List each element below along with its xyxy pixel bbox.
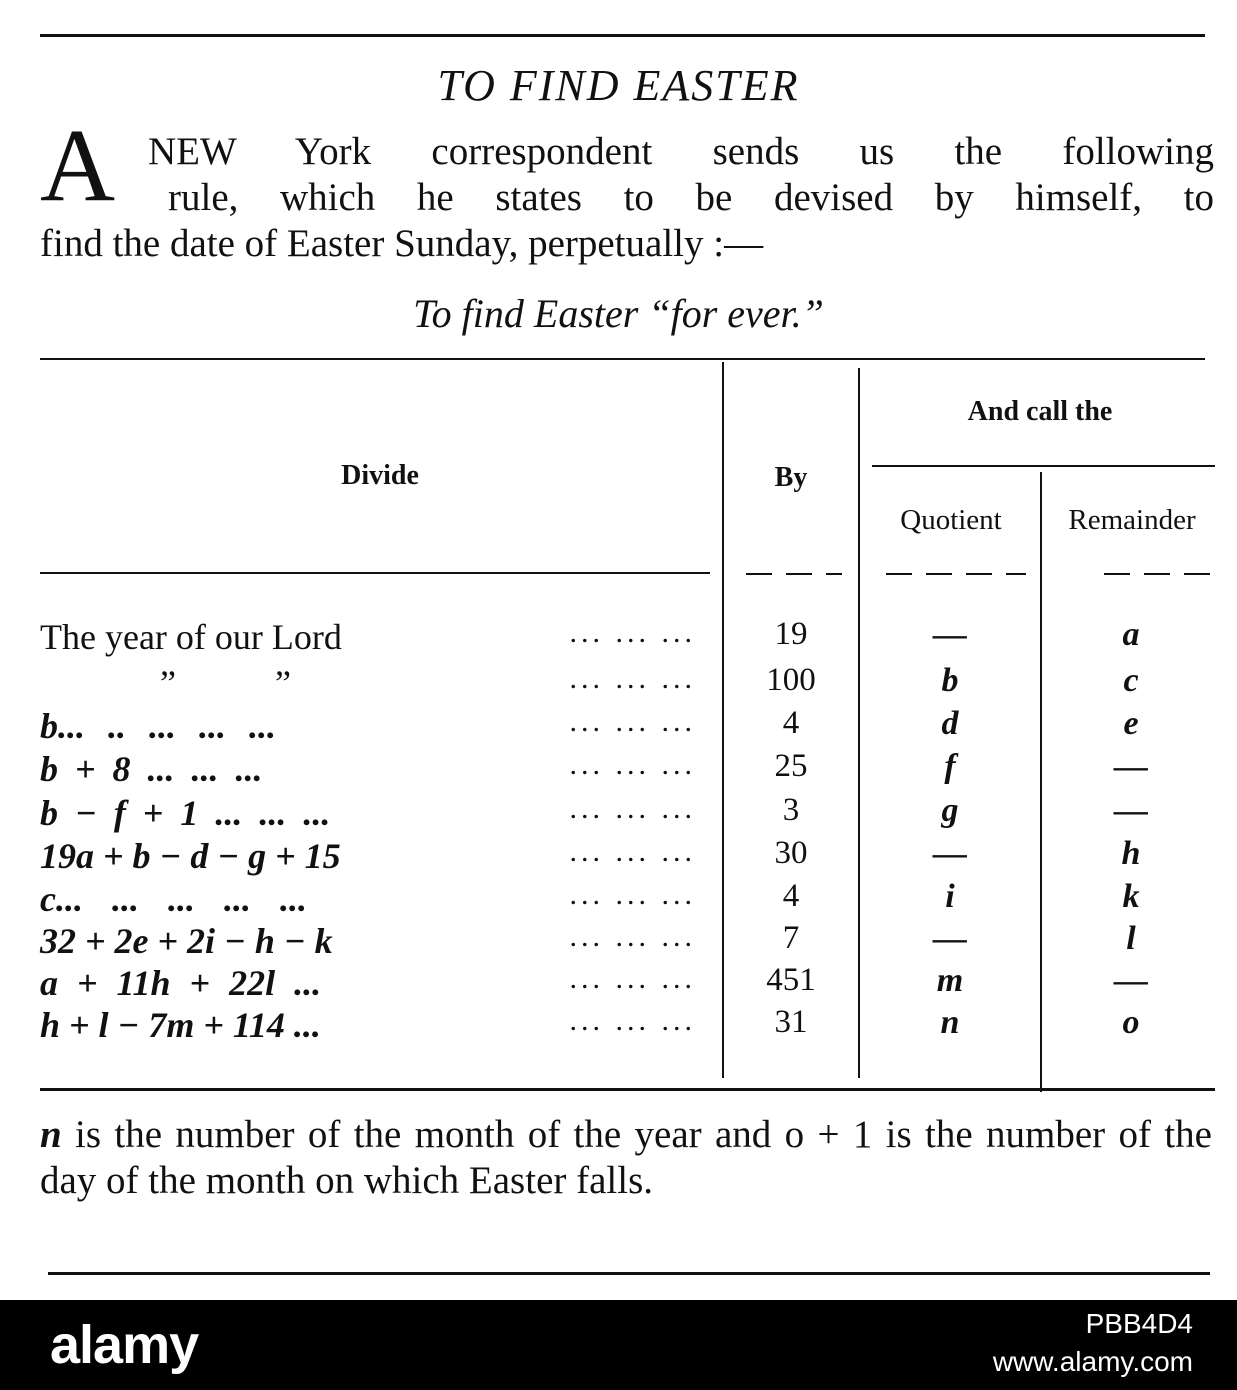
cell-by: 4 bbox=[782, 878, 800, 914]
article-title: TO FIND EASTER bbox=[437, 61, 800, 110]
cell-divide: 32 + 2e + 2i − h − k bbox=[40, 921, 333, 961]
cell-divide: b + 8 ... ... ... bbox=[40, 749, 263, 789]
leader-dots: ... ... ... bbox=[569, 835, 696, 868]
leader-dots: ... ... ... bbox=[569, 616, 696, 649]
cell-divide: h + l − 7m + 114 ... bbox=[40, 1005, 321, 1045]
intro-line-3: find the date of Easter Sunday, perpetually :— bbox=[40, 222, 764, 265]
cell-by: 451 bbox=[766, 962, 816, 998]
cell-by: 4 bbox=[782, 705, 800, 741]
intro-line-1: NEW York correspondent sends us the following bbox=[148, 130, 1214, 173]
cell-remainder: — bbox=[1114, 748, 1148, 785]
cell-quotient: b bbox=[941, 662, 959, 699]
table-row bbox=[0, 962, 1237, 1005]
cell-quotient: g bbox=[941, 792, 959, 829]
header-dash bbox=[886, 573, 1026, 575]
cell-remainder: k bbox=[1122, 878, 1140, 915]
table-top-rule bbox=[40, 358, 1205, 360]
header-underline bbox=[40, 572, 710, 574]
drop-cap: A bbox=[40, 108, 116, 223]
table-bottom-rule bbox=[40, 1088, 1215, 1091]
bottom-rule bbox=[48, 1272, 1210, 1275]
leader-dots: ... ... ... bbox=[569, 792, 696, 825]
footnote-variable: n bbox=[40, 1113, 62, 1156]
cell-divide: b − f + 1 ... ... ... bbox=[40, 793, 331, 833]
table-row bbox=[0, 878, 1237, 921]
table-row bbox=[0, 835, 1237, 878]
table-row bbox=[0, 1004, 1237, 1047]
cell-remainder: a bbox=[1122, 616, 1140, 653]
cell-quotient: f bbox=[944, 748, 956, 785]
leader-dots: ... ... ... bbox=[569, 1004, 696, 1037]
cell-by: 30 bbox=[774, 835, 808, 871]
leader-dots: ... ... ... bbox=[569, 920, 696, 953]
footnote bbox=[40, 1112, 1212, 1204]
top-rule bbox=[40, 34, 1205, 37]
image-id: PBB4D4 bbox=[1085, 1308, 1193, 1339]
cell-remainder: l bbox=[1126, 920, 1136, 957]
cell-by: 3 bbox=[782, 792, 800, 828]
watermark-url: www.alamy.com bbox=[992, 1346, 1193, 1377]
cell-remainder: o bbox=[1122, 1004, 1140, 1041]
table-row bbox=[0, 662, 1237, 705]
cell-remainder: — bbox=[1114, 792, 1148, 829]
cell-quotient: — bbox=[933, 920, 967, 957]
leader-dots: ... ... ... bbox=[569, 748, 696, 781]
cell-divide: b... .. ... ... ... bbox=[40, 706, 276, 746]
header-dash bbox=[1104, 573, 1216, 575]
cell-quotient: i bbox=[945, 878, 955, 915]
cell-quotient: — bbox=[933, 616, 967, 653]
header-dash bbox=[746, 573, 842, 575]
footnote-text: is the number of the month of the year and o + 1 is the number of the day of the month on which Easter falls. bbox=[40, 1113, 1212, 1202]
cell-by: 7 bbox=[782, 920, 800, 956]
cell-quotient: m bbox=[936, 962, 964, 999]
header-underline bbox=[872, 465, 1215, 467]
leader-dots: ... ... ... bbox=[569, 705, 696, 738]
leader-dots: ... ... ... bbox=[569, 662, 696, 695]
header-and-call-the: And call the bbox=[967, 396, 1113, 427]
table-row bbox=[0, 792, 1237, 835]
cell-quotient: n bbox=[940, 1004, 960, 1041]
intro-line-2: rule, which he states to be devised by himself, to bbox=[168, 176, 1214, 219]
cell-quotient: — bbox=[933, 835, 967, 872]
cell-divide: a + 11h + 22l ... bbox=[40, 963, 322, 1003]
cell-divide: ” ” bbox=[160, 663, 291, 703]
cell-remainder: c bbox=[1123, 662, 1139, 699]
cell-divide: 19a + b − d − g + 15 bbox=[40, 836, 341, 876]
cell-by: 31 bbox=[774, 1004, 808, 1040]
table-row bbox=[0, 748, 1237, 791]
cell-divide: The year of our Lord bbox=[40, 617, 342, 657]
alamy-logo: alamy bbox=[50, 1315, 199, 1375]
header-quotient: Quotient bbox=[900, 504, 1002, 536]
cell-quotient: d bbox=[941, 705, 959, 742]
cell-by: 19 bbox=[774, 616, 808, 652]
cell-remainder: e bbox=[1123, 705, 1139, 742]
cell-by: 25 bbox=[774, 748, 808, 784]
table-subtitle: To find Easter “for ever.” bbox=[413, 291, 824, 336]
cell-by: 100 bbox=[766, 662, 816, 698]
table-row bbox=[0, 616, 1237, 659]
header-divide: Divide bbox=[341, 460, 419, 491]
watermark-bar bbox=[0, 1300, 1237, 1390]
header-remainder: Remainder bbox=[1068, 504, 1196, 536]
cell-divide: c... ... ... ... ... bbox=[40, 879, 307, 919]
leader-dots: ... ... ... bbox=[569, 962, 696, 995]
table-row bbox=[0, 705, 1237, 748]
header-by: By bbox=[774, 462, 808, 493]
table-row bbox=[0, 920, 1237, 963]
cell-remainder: h bbox=[1121, 835, 1141, 872]
cell-remainder: — bbox=[1114, 962, 1148, 999]
leader-dots: ... ... ... bbox=[569, 878, 696, 911]
